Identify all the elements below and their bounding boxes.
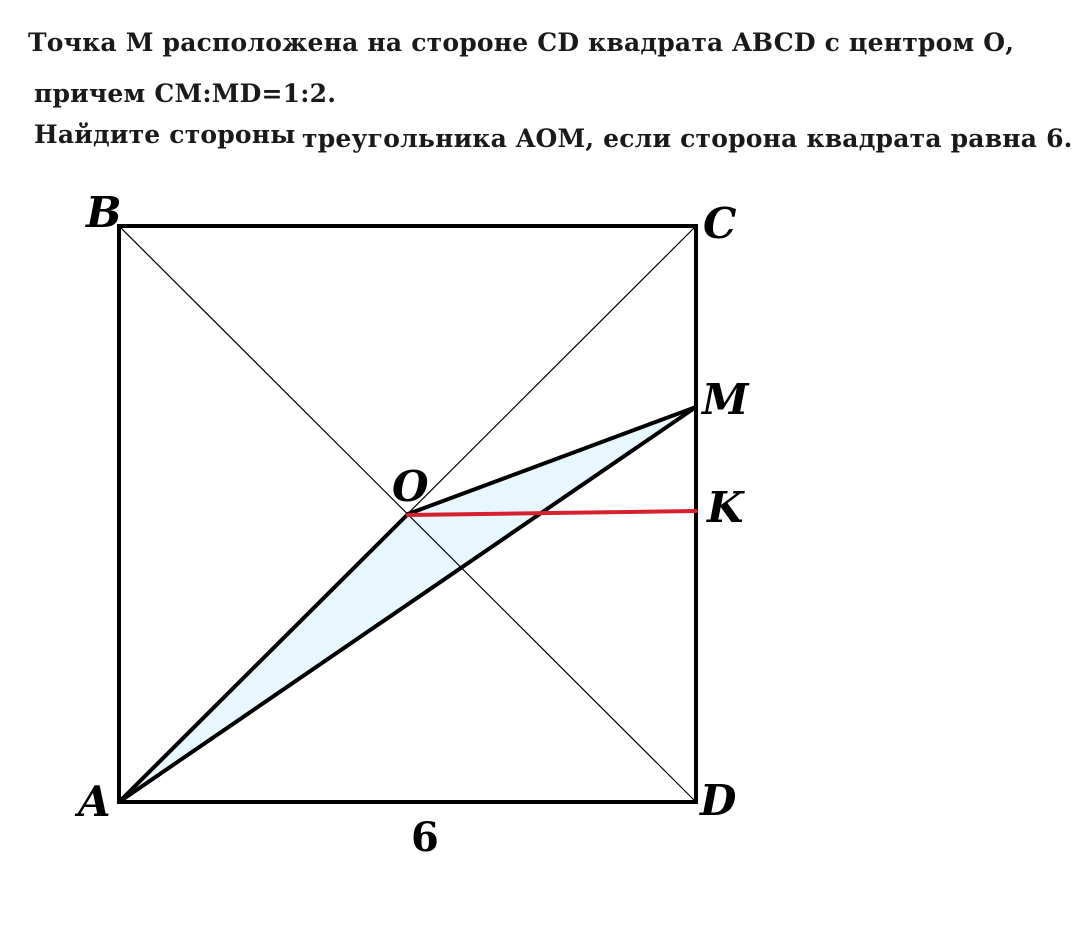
vertex-label-b: B: [86, 188, 122, 237]
vertex-label-d: D: [700, 776, 737, 825]
vertex-label-c: C: [703, 199, 737, 248]
vertex-label-a: A: [78, 777, 111, 826]
problem-text-line-3-start: Найдите стороны: [34, 120, 296, 149]
segment-ao: [119, 514, 408, 802]
problem-text-line-2: причем CM:MD=1:2.: [34, 79, 337, 108]
vertex-label-k: K: [707, 483, 744, 532]
vertex-label-o: O: [392, 462, 429, 511]
side-length-label: 6: [411, 814, 439, 861]
problem-text-line-1: Точка М расположена на стороне CD квадрата ABCD с центром О,: [28, 28, 1015, 57]
vertex-label-m: M: [702, 375, 749, 424]
problem-text-line-3-end: треугольника AOM, если сторона квадрата равна 6.: [302, 124, 1073, 153]
